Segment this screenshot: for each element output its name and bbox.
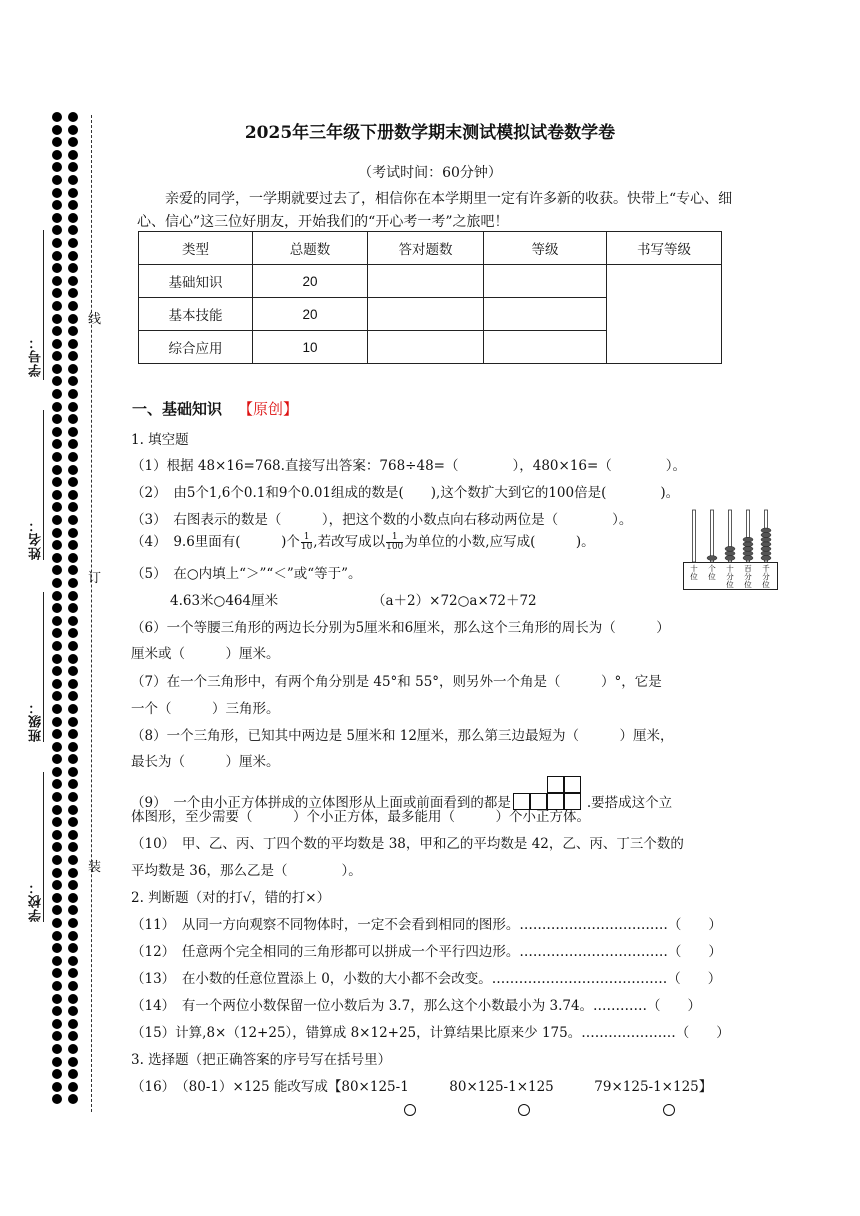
answer-cell[interactable] xyxy=(368,265,484,298)
question-3: （3） 右图表示的数是（ ），把这个数的小数点向右移动两位是（ ）。 xyxy=(131,512,633,528)
name-label: 姓名： xyxy=(29,518,44,560)
binding-dot xyxy=(68,717,78,727)
table-cell: 基本技能 xyxy=(139,298,253,331)
school-line xyxy=(43,772,44,922)
abacus-bead xyxy=(725,551,735,556)
question-7b: 一个（ ）三角形。 xyxy=(131,701,280,717)
fraction-numerator: 1 xyxy=(301,533,312,543)
binding-dot xyxy=(68,515,78,525)
binding-dot xyxy=(68,616,78,626)
binding-dot xyxy=(68,603,78,613)
cube xyxy=(564,776,581,793)
binding-dot xyxy=(52,427,62,437)
abacus-label: 位 xyxy=(762,580,770,589)
grade-cell[interactable] xyxy=(484,331,607,364)
binding-dot xyxy=(68,326,78,336)
binding-dot xyxy=(52,931,62,941)
abacus-bead xyxy=(743,542,753,547)
binding-dot xyxy=(52,893,62,903)
binding-dot xyxy=(52,855,62,865)
binding-dot xyxy=(52,817,62,827)
binding-dot xyxy=(68,1019,78,1029)
binding-dots-left xyxy=(52,112,62,1107)
abacus-bead xyxy=(761,542,771,547)
binding-dot xyxy=(52,704,62,714)
binding-dot xyxy=(52,528,62,538)
binding-dot xyxy=(68,301,78,311)
question-4 xyxy=(131,530,595,552)
exam-time: （考试时间：60分钟） xyxy=(358,165,502,181)
binding-dot xyxy=(68,754,78,764)
binding-dot xyxy=(68,943,78,953)
binding-dot xyxy=(68,477,78,487)
binding-dot xyxy=(52,578,62,588)
abacus-bead xyxy=(761,528,771,533)
binding-dot xyxy=(68,805,78,815)
abacus-figure xyxy=(683,508,778,590)
abacus-label: 十 xyxy=(726,564,734,573)
binding-dot xyxy=(68,402,78,412)
table-header: 书写等级 xyxy=(607,232,722,265)
binding-dot xyxy=(52,515,62,525)
binding-dot xyxy=(52,339,62,349)
question-5b: （a＋2）×72○a×72＋72 xyxy=(372,593,537,609)
binding-dot xyxy=(52,905,62,915)
binding-dot xyxy=(68,842,78,852)
binding-dot xyxy=(52,351,62,361)
table-cell: 10 xyxy=(253,331,368,364)
abacus-label: 百 xyxy=(744,564,752,573)
table-header: 答对题数 xyxy=(368,232,484,265)
school-label: 学校： xyxy=(29,880,44,922)
question-6a: （6）一个等腰三角形的两边长分别为5厘米和6厘米，那么这个三角形的周长为（ ） xyxy=(131,620,670,636)
question-6b: 厘米或（ ）厘米。 xyxy=(131,646,280,662)
choice-circle-c[interactable] xyxy=(663,1104,675,1116)
binding-dot xyxy=(52,465,62,475)
binding-dot xyxy=(68,704,78,714)
abacus-label: 位 xyxy=(744,580,752,589)
abacus-bead xyxy=(761,556,771,561)
binding-dot xyxy=(68,263,78,273)
fraction-one-hundredth xyxy=(386,533,403,552)
binding-dot xyxy=(52,540,62,550)
binding-dot xyxy=(52,364,62,374)
binding-dot xyxy=(52,502,62,512)
student-id-line xyxy=(43,230,44,380)
table-cell: 20 xyxy=(253,265,368,298)
binding-dot xyxy=(52,591,62,601)
answer-cell[interactable] xyxy=(368,331,484,364)
fraction-one-tenth xyxy=(301,533,312,552)
question-5: （5） 在○内填上“＞”“＜”或“等于”。 xyxy=(131,566,362,582)
binding-dot xyxy=(52,1019,62,1029)
binding-dot xyxy=(68,200,78,210)
binding-dot xyxy=(52,880,62,890)
binding-dot xyxy=(68,490,78,500)
abacus-bead xyxy=(743,551,753,556)
binding-dot xyxy=(52,1094,62,1104)
question-12: （12） 任意两个完全相同的三角形都可以拼成一个平行四边形。……………………………（ ） xyxy=(131,944,722,960)
binding-dot xyxy=(68,1069,78,1079)
binding-dot xyxy=(68,376,78,386)
binding-dot xyxy=(52,968,62,978)
binding-dot xyxy=(52,263,62,273)
binding-dashed-line xyxy=(91,115,92,1112)
abacus-label: 十 xyxy=(690,564,698,573)
student-id-label: 学号： xyxy=(29,335,44,377)
binding-dot xyxy=(68,565,78,575)
binding-dot xyxy=(68,389,78,399)
binding-dot xyxy=(52,654,62,664)
binding-dot xyxy=(68,1082,78,1092)
fraction-denominator: 10 xyxy=(300,542,313,552)
binding-dot xyxy=(52,742,62,752)
binding-dot xyxy=(52,490,62,500)
binding-dot xyxy=(68,981,78,991)
table-cell: 综合应用 xyxy=(139,331,253,364)
question-8a: （8）一个三角形，已知其中两边是 5厘米和 12厘米，那么第三边最短为（ ）厘米， xyxy=(131,728,674,744)
binding-dot xyxy=(52,918,62,928)
binding-dot xyxy=(52,251,62,261)
intro-text: 亲爱的同学，一学期就要过去了，相信你在本学期里一定有许多新的收获。快带上“专心、细心、信心”这三位好朋友，开始我们的“开心考一考”之旅吧！ xyxy=(137,191,733,230)
binding-dot xyxy=(68,666,78,676)
binding-dot xyxy=(52,754,62,764)
question-1: （1）根据 48×16=768.直接写出答案：768÷48=（ ），480×16=（ ）。 xyxy=(131,458,687,474)
question-13: （13） 在小数的任意位置添上 0，小数的大小都不会改变。…………………………………（ ） xyxy=(131,971,722,987)
binding-dot xyxy=(68,931,78,941)
binding-dot xyxy=(68,314,78,324)
binding-dot xyxy=(68,251,78,261)
binding-dot xyxy=(68,679,78,689)
binding-dot xyxy=(68,880,78,890)
question-9b: 体图形，至少需要（ ）个小正方体，最多能用（ ）个小正方体。 xyxy=(131,809,590,825)
binding-dot xyxy=(68,1057,78,1067)
question-4-part-b: ,若改写成以 xyxy=(313,534,386,550)
question-9a-text: （9） 一个由小正方体拼成的立体图形从上面或前面看到的都是 xyxy=(131,795,511,811)
binding-dot xyxy=(68,817,78,827)
binding-dot xyxy=(68,918,78,928)
binding-dot xyxy=(68,553,78,563)
cube xyxy=(547,776,564,793)
binding-dots-right xyxy=(68,112,78,1107)
binding-dot xyxy=(52,943,62,953)
binding-dot xyxy=(52,628,62,638)
abacus-label: 千 xyxy=(762,564,770,573)
binding-dot xyxy=(52,288,62,298)
binding-dot xyxy=(68,1031,78,1041)
writing-grade-cell[interactable] xyxy=(607,265,722,364)
question-10a: （10） 甲、乙、丙、丁四个数的平均数是 38，甲和乙的平均数是 42，乙、丙、丁三个数的 xyxy=(131,836,684,852)
abacus-bead xyxy=(725,546,735,551)
binding-dot xyxy=(68,628,78,638)
abacus-label: 分 xyxy=(726,572,734,581)
abacus-label: 位 xyxy=(708,572,716,581)
binding-dot xyxy=(52,1069,62,1079)
question-8b: 最长为（ ）厘米。 xyxy=(131,754,280,770)
abacus-label: 分 xyxy=(762,572,770,581)
score-table xyxy=(138,231,722,364)
binding-dot xyxy=(52,200,62,210)
binding-dot xyxy=(52,238,62,248)
section-title-text: 一、基础知识 xyxy=(132,400,223,418)
binding-dot xyxy=(68,288,78,298)
abacus-bead xyxy=(707,556,717,561)
binding-dot xyxy=(52,225,62,235)
binding-dot xyxy=(68,1044,78,1054)
binding-dot xyxy=(52,188,62,198)
binding-dot xyxy=(52,1044,62,1054)
abacus-label: 分 xyxy=(744,572,752,581)
binding-dot xyxy=(52,729,62,739)
binding-dot xyxy=(68,339,78,349)
binding-dot xyxy=(68,641,78,651)
binding-dot xyxy=(52,666,62,676)
abacus-label: 位 xyxy=(690,572,698,581)
binding-dot xyxy=(52,565,62,575)
binding-dot xyxy=(52,1057,62,1067)
binding-dot xyxy=(68,994,78,1004)
binding-dot xyxy=(68,968,78,978)
binding-dot xyxy=(68,439,78,449)
question-16: （16） （80-1）×125 能改写成【80×125-1 80×125-1×125 79×125-1×125】 xyxy=(131,1079,713,1095)
binding-dot xyxy=(52,452,62,462)
binding-dot xyxy=(68,540,78,550)
question-2: （2） 由5个1,6个0.1和9个0.01组成的数是( ),这个数扩大到它的100倍是( )。 xyxy=(131,485,680,501)
binding-dot xyxy=(52,1082,62,1092)
binding-dot xyxy=(52,641,62,651)
binding-dot xyxy=(68,792,78,802)
binding-dot xyxy=(52,276,62,286)
binding-dot xyxy=(68,1006,78,1016)
table-header: 类型 xyxy=(139,232,253,265)
class-label: 班级： xyxy=(29,700,44,742)
table-cell: 20 xyxy=(253,298,368,331)
original-tag: 【原创】 xyxy=(238,400,299,418)
abacus-bead xyxy=(743,546,753,551)
binding-dot xyxy=(68,1094,78,1104)
abacus-rod xyxy=(693,510,696,562)
choice-title: 3. 选择题（把正确答案的序号写在括号里） xyxy=(131,1052,392,1068)
fraction-denominator: 100 xyxy=(386,542,404,552)
question-5a: 4.63米○464厘米 xyxy=(170,593,279,609)
binding-mark-staple: 订 xyxy=(88,571,102,586)
binding-dot xyxy=(52,439,62,449)
table-header: 等级 xyxy=(484,232,607,265)
binding-dot xyxy=(68,528,78,538)
binding-dot xyxy=(52,805,62,815)
table-header: 总题数 xyxy=(253,232,368,265)
fraction-numerator: 1 xyxy=(386,533,403,543)
binding-dot xyxy=(52,150,62,160)
question-11: （11） 从同一方向观察不同物体时，一定不会看到相同的图形。……………………………（ ） xyxy=(131,917,722,933)
binding-dot xyxy=(68,465,78,475)
abacus-bead xyxy=(761,546,771,551)
binding-dot xyxy=(52,981,62,991)
binding-dot xyxy=(52,1006,62,1016)
binding-dot xyxy=(52,994,62,1004)
binding-dot xyxy=(52,792,62,802)
abacus-bead xyxy=(743,537,753,542)
binding-dot xyxy=(68,351,78,361)
binding-dot xyxy=(52,477,62,487)
binding-mark-bind: 装 xyxy=(88,860,102,875)
question-9a-tail: .要搭成这个立 xyxy=(586,795,673,811)
binding-dot xyxy=(52,868,62,878)
question-4-part-c: 为单位的小数,应写成( )。 xyxy=(404,534,595,550)
section-title xyxy=(132,398,298,419)
binding-dot xyxy=(68,414,78,424)
choice-circle-b[interactable] xyxy=(518,1104,530,1116)
binding-dot xyxy=(52,376,62,386)
binding-dot xyxy=(68,427,78,437)
binding-dot xyxy=(52,603,62,613)
binding-dot xyxy=(68,779,78,789)
question-4-part-a: （4） 9.6里面有( )个 xyxy=(131,534,300,550)
binding-dot xyxy=(68,905,78,915)
binding-dot xyxy=(52,842,62,852)
binding-dot xyxy=(68,855,78,865)
binding-dot xyxy=(68,276,78,286)
choice-circle-a[interactable] xyxy=(404,1104,416,1116)
binding-dot xyxy=(68,691,78,701)
table-cell: 基础知识 xyxy=(139,265,253,298)
binding-dot xyxy=(68,767,78,777)
binding-dot xyxy=(68,502,78,512)
grade-cell[interactable] xyxy=(484,298,607,331)
binding-dot xyxy=(68,150,78,160)
fill-title: 1. 填空题 xyxy=(131,432,189,448)
binding-dot xyxy=(52,691,62,701)
judge-title: 2. 判断题（对的打√，错的打×） xyxy=(131,890,331,906)
binding-dot xyxy=(68,364,78,374)
binding-dot xyxy=(68,654,78,664)
question-15: （15）计算,8×（12+25），错算成 8×12+25，计算结果比原来少 175。…………………（ ） xyxy=(131,1025,730,1041)
binding-dot xyxy=(52,830,62,840)
binding-dot xyxy=(68,188,78,198)
abacus-bead xyxy=(743,556,753,561)
question-14: （14） 有一个两位小数保留一位小数后为 3.7，那么这个小数最小为 3.74。…………（ ） xyxy=(131,998,702,1014)
binding-dot xyxy=(68,830,78,840)
binding-dot xyxy=(68,578,78,588)
binding-dot xyxy=(52,679,62,689)
binding-dot xyxy=(52,213,62,223)
binding-dot xyxy=(52,956,62,966)
abacus-bead xyxy=(761,537,771,542)
abacus-bead xyxy=(761,533,771,538)
question-7a: （7）在一个三角形中，有两个角分别是 45°和 55°，则另外一个角是（ ）°，它是 xyxy=(131,674,662,690)
binding-dot xyxy=(68,893,78,903)
binding-dot xyxy=(52,402,62,412)
binding-dot xyxy=(52,779,62,789)
binding-dot xyxy=(52,767,62,777)
name-line xyxy=(43,410,44,560)
binding-dot xyxy=(68,868,78,878)
binding-dot xyxy=(52,389,62,399)
binding-dot xyxy=(68,238,78,248)
abacus-label: 个 xyxy=(708,564,716,573)
binding-dot xyxy=(68,956,78,966)
binding-dot xyxy=(68,591,78,601)
class-line xyxy=(43,592,44,742)
binding-dot xyxy=(52,301,62,311)
binding-dot xyxy=(52,1031,62,1041)
binding-dot xyxy=(52,314,62,324)
grade-cell[interactable] xyxy=(484,265,607,298)
page-title: 2025年三年级下册数学期末测试模拟试卷数学卷 xyxy=(244,123,616,143)
binding-dot xyxy=(52,326,62,336)
binding-dot xyxy=(52,553,62,563)
binding-dot xyxy=(68,742,78,752)
binding-dot xyxy=(52,616,62,626)
binding-dot xyxy=(68,225,78,235)
binding-mark-line: 线 xyxy=(88,312,102,327)
binding-dot xyxy=(52,717,62,727)
abacus-label: 位 xyxy=(726,580,734,589)
binding-dot xyxy=(68,729,78,739)
abacus-bead xyxy=(761,551,771,556)
abacus-bead xyxy=(725,556,735,561)
binding-dot xyxy=(68,452,78,462)
question-10b: 平均数是 36，那么乙是（ ）。 xyxy=(131,863,362,879)
answer-cell[interactable] xyxy=(368,298,484,331)
binding-dot xyxy=(52,414,62,424)
binding-dot xyxy=(68,213,78,223)
abacus-rod xyxy=(711,510,714,562)
